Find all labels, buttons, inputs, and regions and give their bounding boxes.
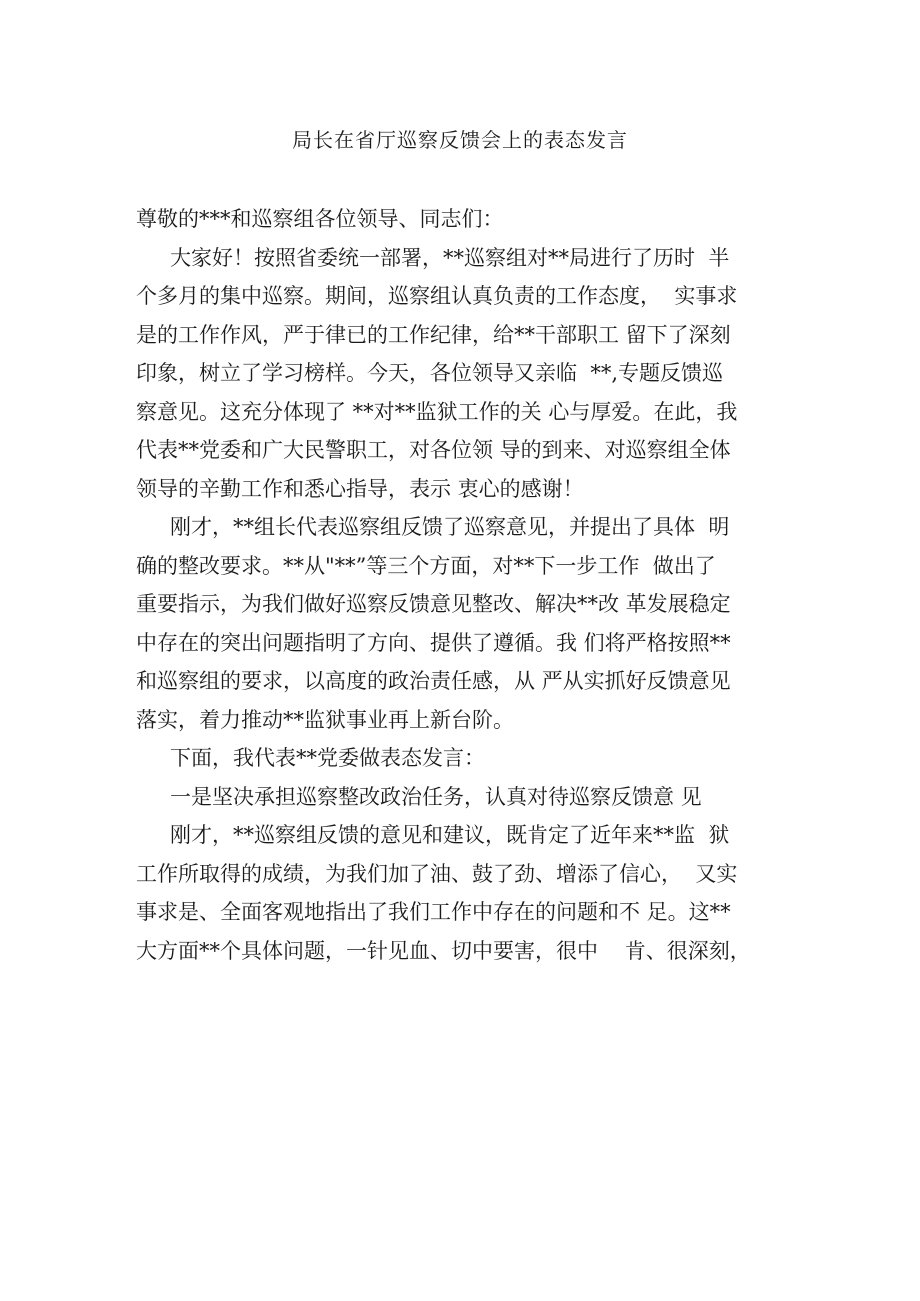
paragraph-line: 下面，我代表**党委做表态发言： [170, 746, 485, 770]
paragraph-line: 事求是、全面客观地指出了我们工作中存在的问题和不 足。这** [136, 900, 731, 924]
paragraph-line: 重要指示，为我们做好巡察反馈意见整改、解决**改 革发展稳定 [136, 592, 731, 616]
section-heading: 一是坚决承担巡察整改政治任务，认真对待巡察反馈意 见 [170, 784, 702, 809]
paragraph-line: 大家好！按照省委统一部署，**巡察组对**局进行了历时 半 [170, 245, 730, 270]
paragraph-line: 落实，着力推动**监狱事业再上新台阶。 [136, 707, 514, 732]
paragraph-line: 代表**党委和广大民警职工，对各位领 导的到来、对巡察组全体 [136, 438, 731, 462]
paragraph-line: 领导的辛勤工作和悉心指导，表示 衷心的感谢！ [136, 476, 584, 501]
paragraph-line: 刚才，**组长代表巡察组反馈了巡察意见，并提出了具体 明 [170, 515, 730, 539]
paragraph-line: 印象，树立了学习榜样。今天，各位领导又亲临 **,专题反馈巡 [136, 361, 724, 385]
paragraph-line: 个多月的集中巡察。期间，巡察组认真负责的工作态度， 实事求 [136, 284, 738, 308]
paragraph-line: 工作所取得的成绩，为我们加了油、鼓了劲、增添了信心， 又实 [136, 861, 738, 886]
paragraph-line: 刚才，**巡察组反馈的意见和建议，既肯定了近年来**监 狱 [170, 823, 730, 847]
salutation: 尊敬的***和巡察组各位领导、同志们： [136, 207, 504, 231]
document-title: 局长在省厅巡察反馈会上的表态发言 [292, 128, 628, 152]
paragraph-line: 中存在的突出问题指明了方向、提供了遵循。我 们将严格按照** [136, 630, 731, 655]
paragraph-line: 和巡察组的要求，以高度的政治责任感，从 严从实抓好反馈意见 [136, 669, 731, 693]
paragraph-line: 是的工作作风，严于律已的工作纪律，给**干部职工 留下了深刻 [136, 322, 731, 347]
paragraph-line: 大方面**个具体问题，一针见血、切中要害，很中 肯、很深刻， [136, 938, 751, 963]
document-body [136, 200, 796, 970]
paragraph-line: 察意见。这充分体现了 **对**监狱工作的关 心与厚爱。在此，我 [136, 399, 738, 424]
paragraph-line: 确的整改要求。**从"**”等三个方面，对**下一步工作 做出了 [136, 553, 716, 578]
